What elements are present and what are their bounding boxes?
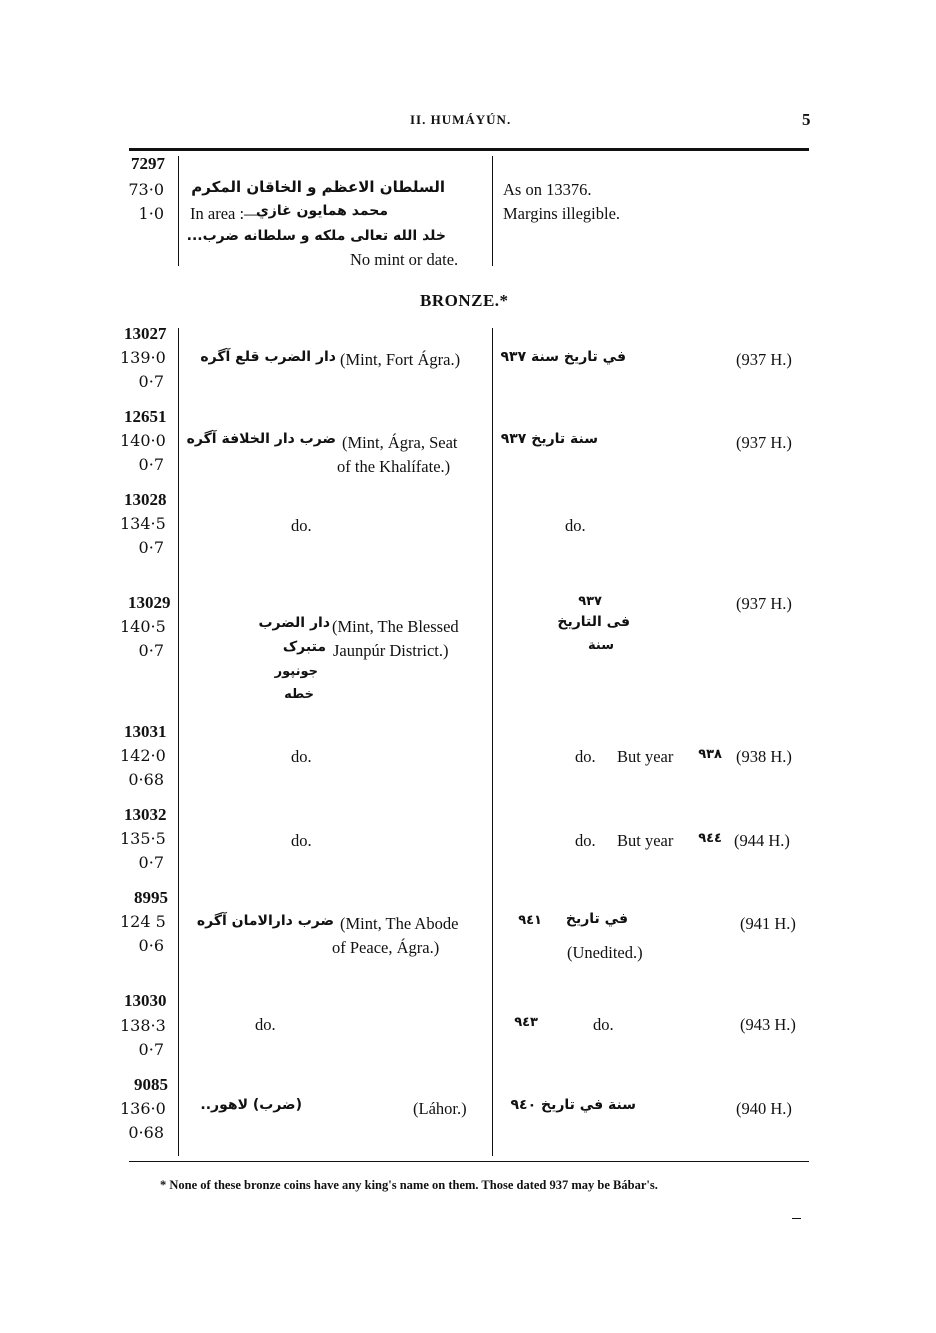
footnote: * None of these bronze coins have any king's name on them. Those dated 937 may be Bábar's. xyxy=(160,1178,658,1192)
obverse-translation-cont: of the Khalífate.) xyxy=(337,457,451,476)
obverse-area-label: In area :— xyxy=(190,204,261,223)
obverse-arabic: خطه xyxy=(284,687,314,702)
reverse-arabic: فى التاريخ xyxy=(557,614,630,630)
reverse-year-arabic: ٩٣٨ xyxy=(698,747,722,762)
obverse-ditto: do. xyxy=(291,516,312,535)
page-number: 5 xyxy=(802,110,811,129)
obverse-ditto: do. xyxy=(291,747,312,766)
obverse-arabic: ضرب دار الخلافة آگره xyxy=(186,431,336,447)
column-divider-right xyxy=(492,156,493,266)
weight: 139·0 xyxy=(120,348,166,367)
hijri-date: (944 H.) xyxy=(734,831,790,850)
hijri-date: (940 H.) xyxy=(736,1099,792,1118)
obverse-legend: السلطان الاعظم و الخاقان المكرم xyxy=(191,178,445,196)
registration-number: 9085 xyxy=(134,1075,168,1094)
registration-number: 7297 xyxy=(131,154,165,173)
weight: 142·0 xyxy=(120,746,166,765)
registration-number: 13029 xyxy=(128,593,171,612)
size: 0·7 xyxy=(138,538,164,557)
obverse-ditto: do. xyxy=(255,1015,276,1034)
column-divider-left xyxy=(178,156,179,266)
running-head: II. HUMÁYÚN. xyxy=(410,112,512,127)
reverse-ditto: do. xyxy=(575,831,596,850)
registration-number: 13027 xyxy=(124,324,167,343)
reverse-arabic: ٩٣٧ xyxy=(578,594,602,609)
obverse-translation: (Mint, Fort Ágra.) xyxy=(340,350,461,369)
footnote-rule xyxy=(129,1161,809,1162)
size: 0·6 xyxy=(138,936,164,955)
column-divider-right xyxy=(492,328,493,1156)
size: 1·0 xyxy=(138,204,164,223)
obverse-arabic: متبرک xyxy=(282,639,326,655)
obverse-translation: (Mint, The Blessed xyxy=(332,617,459,636)
registration-number: 13031 xyxy=(124,722,167,741)
size: 0·7 xyxy=(138,853,164,872)
reverse-ditto: do. xyxy=(593,1015,614,1034)
hijri-date: (937 H.) xyxy=(736,433,792,452)
size: 0·7 xyxy=(138,1040,164,1059)
weight: 140·0 xyxy=(120,431,166,450)
obverse-translation: (Mint, Ágra, Seat xyxy=(342,433,458,452)
registration-number: 8995 xyxy=(134,888,168,907)
reverse-arabic: في تاريخ xyxy=(565,911,628,927)
reverse-note: (Unedited.) xyxy=(567,943,643,962)
obverse-translation-cont: of Peace, Ágra.) xyxy=(332,938,440,957)
registration-number: 13030 xyxy=(124,991,167,1010)
weight: 140·5 xyxy=(120,617,166,636)
section-title: BRONZE.* xyxy=(420,291,509,310)
size: 0·68 xyxy=(128,770,164,789)
reverse-arabic: في تاريخ سنة ٩٣٧ xyxy=(500,349,626,365)
size: 0·7 xyxy=(138,372,164,391)
header-rule xyxy=(129,148,809,151)
obverse-note: No mint or date. xyxy=(350,250,459,269)
registration-number: 13028 xyxy=(124,490,167,509)
reverse-year-arabic: ٩٤١ xyxy=(518,913,542,928)
weight: 134·5 xyxy=(120,514,166,533)
weight: 73·0 xyxy=(128,180,164,199)
size: 0·7 xyxy=(138,455,164,474)
weight: 138·3 xyxy=(120,1016,166,1035)
reverse-year-arabic: ٩٤٣ xyxy=(514,1015,538,1030)
hijri-date: (941 H.) xyxy=(740,914,796,933)
hijri-date: (937 H.) xyxy=(736,350,792,369)
obverse-arabic: (ضرب) لاهور.. xyxy=(200,1097,302,1113)
weight: 124 5 xyxy=(120,912,166,931)
obverse-translation-cont: Jaunpúr District.) xyxy=(333,641,449,660)
reverse-arabic: سنة xyxy=(588,638,614,653)
reverse-arabic: سنة في تاريخ ٩٤٠ xyxy=(510,1097,636,1113)
reverse-ditto: do. xyxy=(575,747,596,766)
column-divider-left xyxy=(178,328,179,1156)
obverse-translation: (Mint, The Abode xyxy=(340,914,459,933)
obverse-ditto: do. xyxy=(291,831,312,850)
size: 0·68 xyxy=(128,1123,164,1142)
reverse-but-year: But year xyxy=(617,747,674,766)
obverse-area-text: محمد همايون غازي xyxy=(255,203,388,219)
registration-number: 13032 xyxy=(124,805,167,824)
hijri-date: (938 H.) xyxy=(736,747,792,766)
obverse-arabic: جونپور xyxy=(274,664,318,679)
obverse-arabic: دار الضرب xyxy=(258,615,330,631)
reverse-description: As on 13376. xyxy=(503,180,592,199)
reverse-but-year: But year xyxy=(617,831,674,850)
reverse-year-arabic: ٩٤٤ xyxy=(698,831,722,846)
weight: 135·5 xyxy=(120,829,166,848)
hijri-date: (943 H.) xyxy=(740,1015,796,1034)
reverse-ditto: do. xyxy=(565,516,586,535)
obverse-arabic: ضرب دارالامان آگره xyxy=(196,913,334,929)
hijri-date: (937 H.) xyxy=(736,594,792,613)
reverse-arabic: سنة تاريخ ٩٣٧ xyxy=(500,431,598,447)
obverse-translation: (Láhor.) xyxy=(413,1099,467,1118)
registration-number: 12651 xyxy=(124,407,167,426)
margin-mark xyxy=(792,1218,801,1219)
weight: 136·0 xyxy=(120,1099,166,1118)
size: 0·7 xyxy=(138,641,164,660)
obverse-legend-margin: خلد الله تعالى ملكه و سلطانه ضرب... xyxy=(186,228,446,244)
obverse-arabic: دار الضرب قلع آگره xyxy=(200,349,336,365)
reverse-note: Margins illegible. xyxy=(503,204,621,223)
